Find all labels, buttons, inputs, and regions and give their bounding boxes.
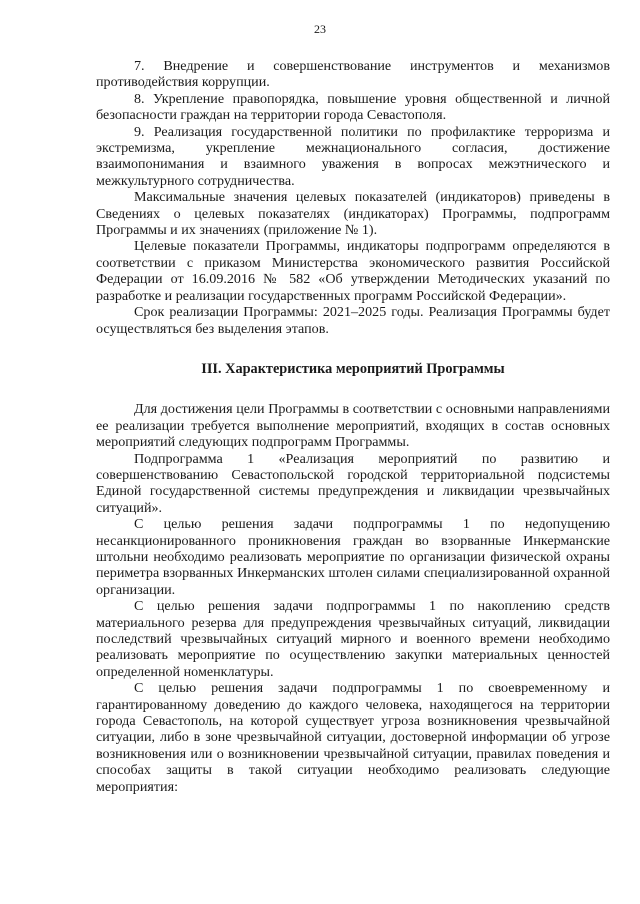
paragraph: 7. Внедрение и совершенствование инструментов и механизмов противодействия коррупции.: [96, 58, 610, 91]
page-number: 23: [314, 22, 326, 36]
paragraph: Подпрограмма 1 «Реализация мероприятий по развитию и совершенствованию Севастопольской городской территориальной подсистемы Единой государственной системы предупреждения и ликвидации чрезвычайных ситуаций».: [96, 450, 610, 516]
paragraph: Срок реализации Программы: 2021–2025 годы. Реализация Программы будет осуществляться без выделения этапов.: [96, 304, 610, 337]
paragraph: Целевые показатели Программы, индикаторы подпрограмм определяются в соответствии с приказом Министерства экономического развития Российской Федерации от 16.09.2016 № 582 «Об утверждении Методических указаний по разработке и реализации государственных программ Российской Федерации».: [96, 238, 610, 304]
paragraph: С целью решения задачи подпрограммы 1 по накоплению средств материального резерва для предупреждения чрезвычайных ситуаций, ликвидации последствий чрезвычайных ситуаций мирного и военного времени необходимо реализовать мероприятие по осуществлению закупки материальных ценностей определенной номенклатуры.: [96, 598, 610, 680]
section-heading: III. Характеристика мероприятий Программы: [201, 360, 505, 377]
document-body: [96, 58, 610, 795]
paragraph: 8. Укрепление правопорядка, повышение уровня общественной и личной безопасности граждан на территории города Севастополя.: [96, 90, 610, 124]
paragraph: Для достижения цели Программы в соответствии с основными направлениями ее реализации требуется выполнение мероприятий, входящих в состав основных мероприятий следующих подпрограмм Программы.: [96, 401, 610, 451]
paragraph: С целью решения задачи подпрограммы 1 по недопущению несанкционированного проникновения граждан во взорванные Инкерманские штольни необходимо реализовать мероприятие по организации физической охраны периметра взорванных Инкерманских штолен силами специализированной охранной организации.: [96, 516, 610, 598]
paragraph: Максимальные значения целевых показателей (индикаторов) приведены в Сведениях о целевых показателях (индикаторах) Программы, подпрограмм Программы и их значениях (приложение № 1).: [96, 189, 610, 239]
paragraph: 9. Реализация государственной политики по профилактике терроризма и экстремизма, укрепление межнационального согласия, достижение взаимопонимания и взаимного уважения в вопросах межэтнического и межкультурного сотрудничества.: [96, 123, 610, 189]
paragraph: С целью решения задачи подпрограммы 1 по своевременному и гарантированному доведению до каждого человека, находящегося на территории города Севастополь, на которой существует угроза возникновения чрезвычайной ситуации, либо в зоне чрезвычайной ситуации, достоверной информации об угрозе возникновения или о возникновении чрезвычайной ситуации, правилах поведения и способах защиты в такой ситуации необходимо реализовать следующие мероприятия:: [96, 680, 610, 795]
